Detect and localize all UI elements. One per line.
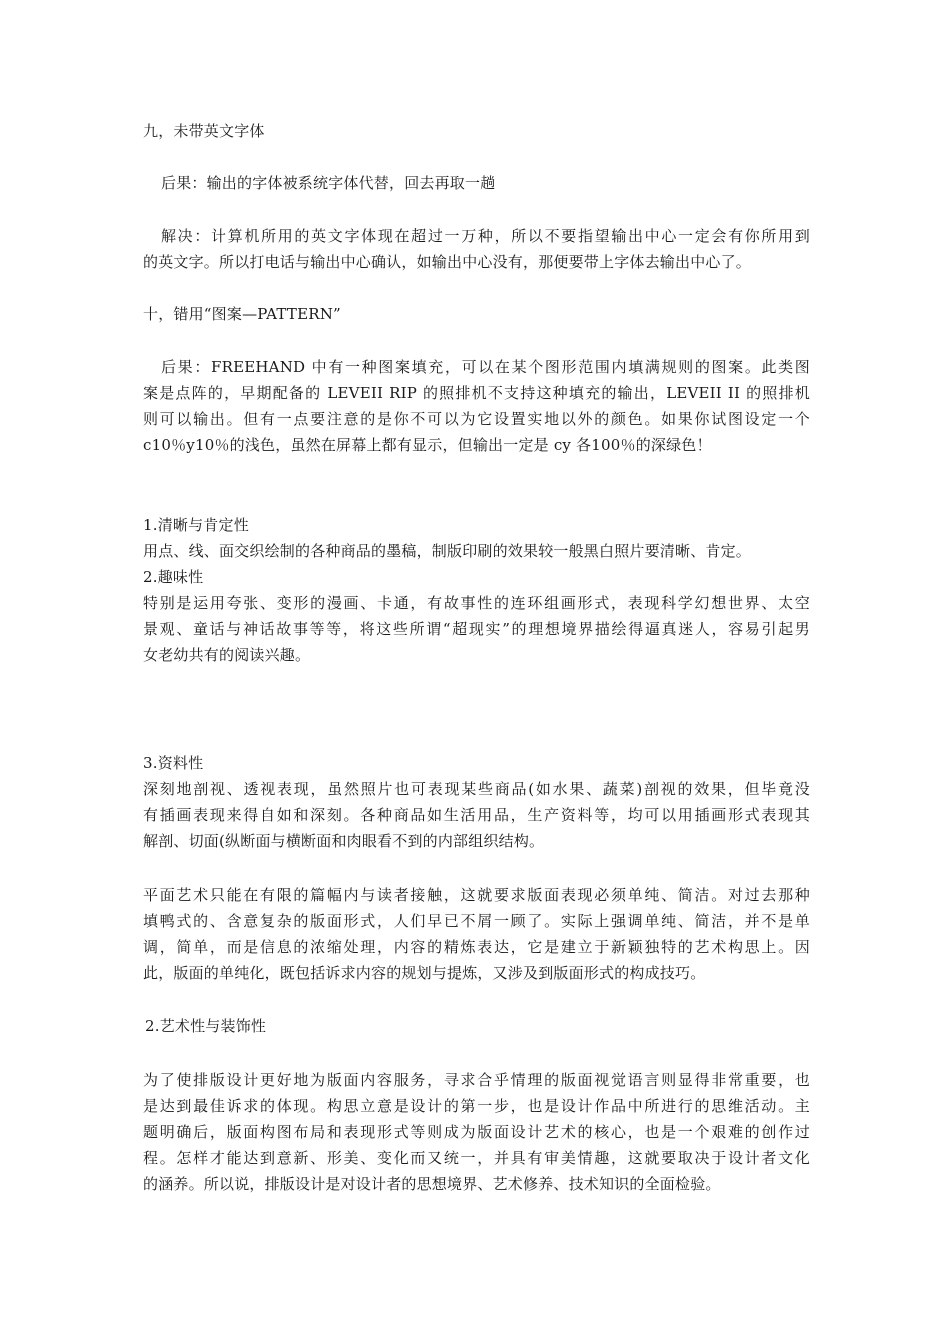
art-line: 为了使排版设计更好地为版面内容服务，寻求合乎情理的版面视觉语言则显得非常重要，也 — [143, 1071, 810, 1089]
feature-3-line: 解剖、切面(纵断面与横断面和肉眼看不到的内部组织结构。 — [143, 832, 545, 850]
section-10-consequence-line: 则可以输出。但有一点要注意的是你不可以为它设置实地以外的颜色。如果你试图设定一个 — [143, 410, 810, 428]
section-9 — [143, 118, 810, 144]
section-9-consequence-text: 后果：输出的字体被系统字体代替，回去再取一趟 — [161, 174, 496, 192]
feature-2-title: 2.趣味性 — [143, 568, 204, 586]
feature-3-section — [143, 750, 810, 854]
section-9-solution — [143, 223, 810, 275]
simplicity-line: 调，简单，而是信息的浓缩处理，内容的精炼表达，它是建立于新颖独特的艺术构思上。因 — [143, 938, 810, 956]
art-line: 的涵养。所以说，排版设计是对设计者的思想境界、艺术修养、技术知识的全面检验。 — [143, 1175, 721, 1193]
simplicity-line: 平面艺术只能在有限的篇幅内与读者接触，这就要求版面表现必须单纯、简洁。对过去那种 — [143, 886, 810, 904]
art-line: 题明确后，版面构图布局和表现形式等则成为版面设计艺术的核心，也是一个艰难的创作过 — [143, 1123, 810, 1141]
simplicity-line: 填鸭式的、含意复杂的版面形式，人们早已不屑一顾了。实际上强调单纯、简洁，并不是单 — [143, 912, 810, 930]
simplicity-paragraph — [143, 882, 810, 986]
section-10-consequence-line: 案是点阵的，早期配备的 LEVEII RIP 的照排机不支持这种填充的输出，LEVEII II 的照排机 — [143, 384, 810, 402]
simplicity-line: 此，版面的单纯化，既包括诉求内容的规划与提炼，又涉及到版面形式的构成技巧。 — [143, 964, 706, 982]
feature-1-text: 用点、线、面交织绘制的各种商品的墨稿，制版印刷的效果较一般黑白照片要清晰、肯定。 — [143, 542, 752, 560]
art-paragraph — [143, 1067, 810, 1197]
art-title: 2.艺术性与装饰性 — [145, 1017, 267, 1035]
section-10-consequence — [143, 354, 810, 458]
feature-2-line: 景观、童话与神话故事等等，将这些所谓“超现实”的理想境界描绘得逼真迷人，容易引起男 — [143, 620, 810, 638]
section-9-title: 九，未带英文字体 — [143, 122, 265, 140]
section-9-solution-line: 的英文字。所以打电话与输出中心确认，如输出中心没有，那便要带上字体去输出中心了。 — [143, 253, 752, 271]
section-10-consequence-line: c10％y10％的浅色，虽然在屏幕上都有显示，但输出一定是 cy 各100％的深绿色！ — [143, 436, 712, 454]
feature-2-line: 女老幼共有的阅读兴趣。 — [143, 646, 311, 664]
art-line: 程。怎样才能达到意新、形美、变化而又统一，并具有审美情趣，这就要取决于设计者文化 — [143, 1149, 810, 1167]
document-page — [143, 0, 810, 1344]
art-line: 是达到最佳诉求的体现。构思立意是设计的第一步，也是设计作品中所进行的思维活动。主 — [143, 1097, 810, 1115]
section-9-solution-line: 解决：计算机所用的英文字体现在超过一万种，所以不要指望输出中心一定会有你所用到 — [161, 227, 810, 245]
features-section — [143, 512, 810, 668]
feature-3-title: 3.资料性 — [143, 754, 204, 772]
feature-3-line: 深刻地剖视、透视表现，虽然照片也可表现某些商品(如水果、蔬菜)剖视的效果，但毕竟没 — [143, 780, 810, 798]
section-9-consequence — [143, 170, 810, 196]
feature-2-line: 特别是运用夸张、变形的漫画、卡通，有故事性的连环组画形式，表现科学幻想世界、太空 — [143, 594, 810, 612]
section-10 — [143, 301, 810, 327]
feature-3-line: 有插画表现来得自如和深刻。各种商品如生活用品，生产资料等，均可以用插画形式表现其 — [143, 806, 810, 824]
section-10-title: 十，错用“图案—PATTERN” — [143, 305, 341, 323]
section-10-consequence-line: 后果：FREEHAND 中有一种图案填充，可以在某个图形范围内填满规则的图案。此类图 — [161, 358, 810, 376]
feature-1-title: 1.清晰与肯定性 — [143, 516, 249, 534]
art-section-heading — [143, 1013, 812, 1039]
